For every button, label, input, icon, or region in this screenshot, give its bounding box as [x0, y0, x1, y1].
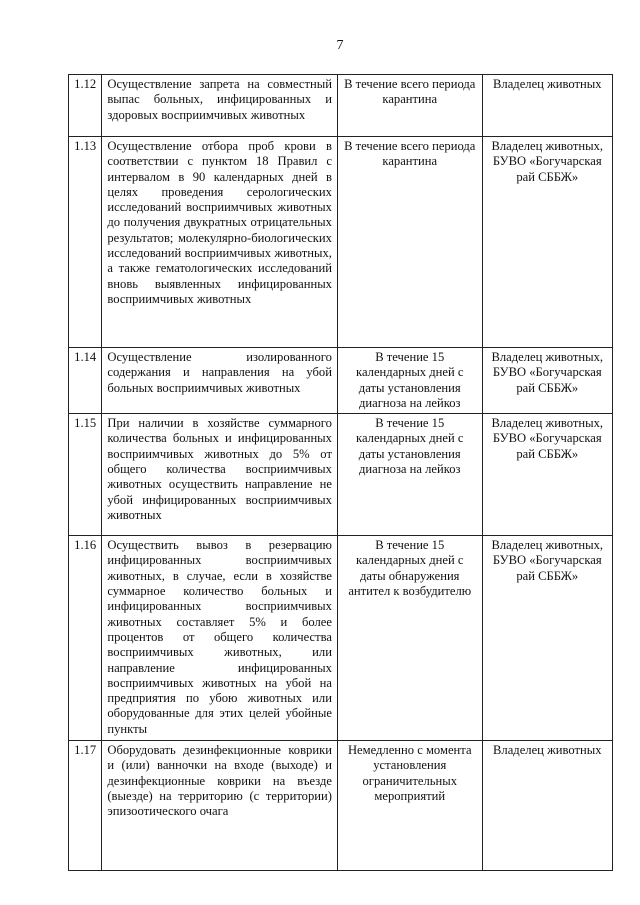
- row-action: Осуществление изолированного содержания и направления на убой больных восприимчивых животных: [102, 348, 338, 414]
- table-row: [69, 75, 613, 137]
- row-number: 1.17: [69, 741, 102, 871]
- row-term: Немедленно с момента установления ограничительных мероприятий: [337, 741, 482, 871]
- row-number: 1.16: [69, 536, 102, 741]
- table-row: [69, 741, 613, 871]
- row-responsible: Владелец животных, БУВО «Богучарская рай СББЖ»: [482, 137, 612, 348]
- table-row: [69, 536, 613, 741]
- row-action: При наличии в хозяйстве суммарного количества больных и инфицированных восприимчивых животных до 5% от общего количества восприимчивых животных осуществить направление не убой инфицированных восприимчивых животных: [102, 414, 338, 536]
- row-term: В течение всего периода карантина: [337, 137, 482, 348]
- table-row: [69, 137, 613, 348]
- row-term: В течение 15 календарных дней с даты установления диагноза на лейкоз: [337, 414, 482, 536]
- row-responsible: Владелец животных, БУВО «Богучарская рай СББЖ»: [482, 536, 612, 741]
- measures-table: [68, 74, 613, 871]
- row-action: Осуществление запрета на совместный выпас больных, инфицированных и здоровых восприимчивых животных: [102, 75, 338, 137]
- row-responsible: Владелец животных, БУВО «Богучарская рай СББЖ»: [482, 414, 612, 536]
- row-term: В течение всего периода карантина: [337, 75, 482, 137]
- page-number: 7: [336, 38, 344, 53]
- row-number: 1.14: [69, 348, 102, 414]
- row-term: В течение 15 календарных дней с даты установления диагноза на лейкоз: [337, 348, 482, 414]
- table-row: [69, 414, 613, 536]
- row-number: 1.15: [69, 414, 102, 536]
- row-responsible: Владелец животных, БУВО «Богучарская рай СББЖ»: [482, 348, 612, 414]
- row-action: Осуществление отбора проб крови в соответствии с пунктом 18 Правил с интервалом в 90 календарных дней в целях проведения серологических исследований восприимчивых животных до получения двукратных отрицательных результатов; молекулярно-биологических исследований восприимчивых животных, а также гематологических исследований вновь выявленных инфицированных восприимчивых животных: [102, 137, 338, 348]
- row-action: Осуществить вывоз в резервацию инфицированных восприимчивых животных, в случае, если в хозяйстве суммарное количество больных и инфицированных восприимчивых животных составляет 5% и более процентов от общего количества восприимчивых животных, или направление инфицированных восприимчивых животных на убой на предприятия по убою животных или оборудованные для этих целей убойные пункты: [102, 536, 338, 741]
- row-number: 1.13: [69, 137, 102, 348]
- row-number: 1.12: [69, 75, 102, 137]
- row-responsible: Владелец животных: [482, 75, 612, 137]
- table-row: [69, 348, 613, 414]
- row-responsible: Владелец животных: [482, 741, 612, 871]
- row-term: В течение 15 календарных дней с даты обнаружения антител к возбудителю: [337, 536, 482, 741]
- row-action: Оборудовать дезинфекционные коврики и (или) ванночки на входе (выходе) и дезинфекционные коврики на въезде (выезде) на территорию (с территории) эпизоотического очага: [102, 741, 338, 871]
